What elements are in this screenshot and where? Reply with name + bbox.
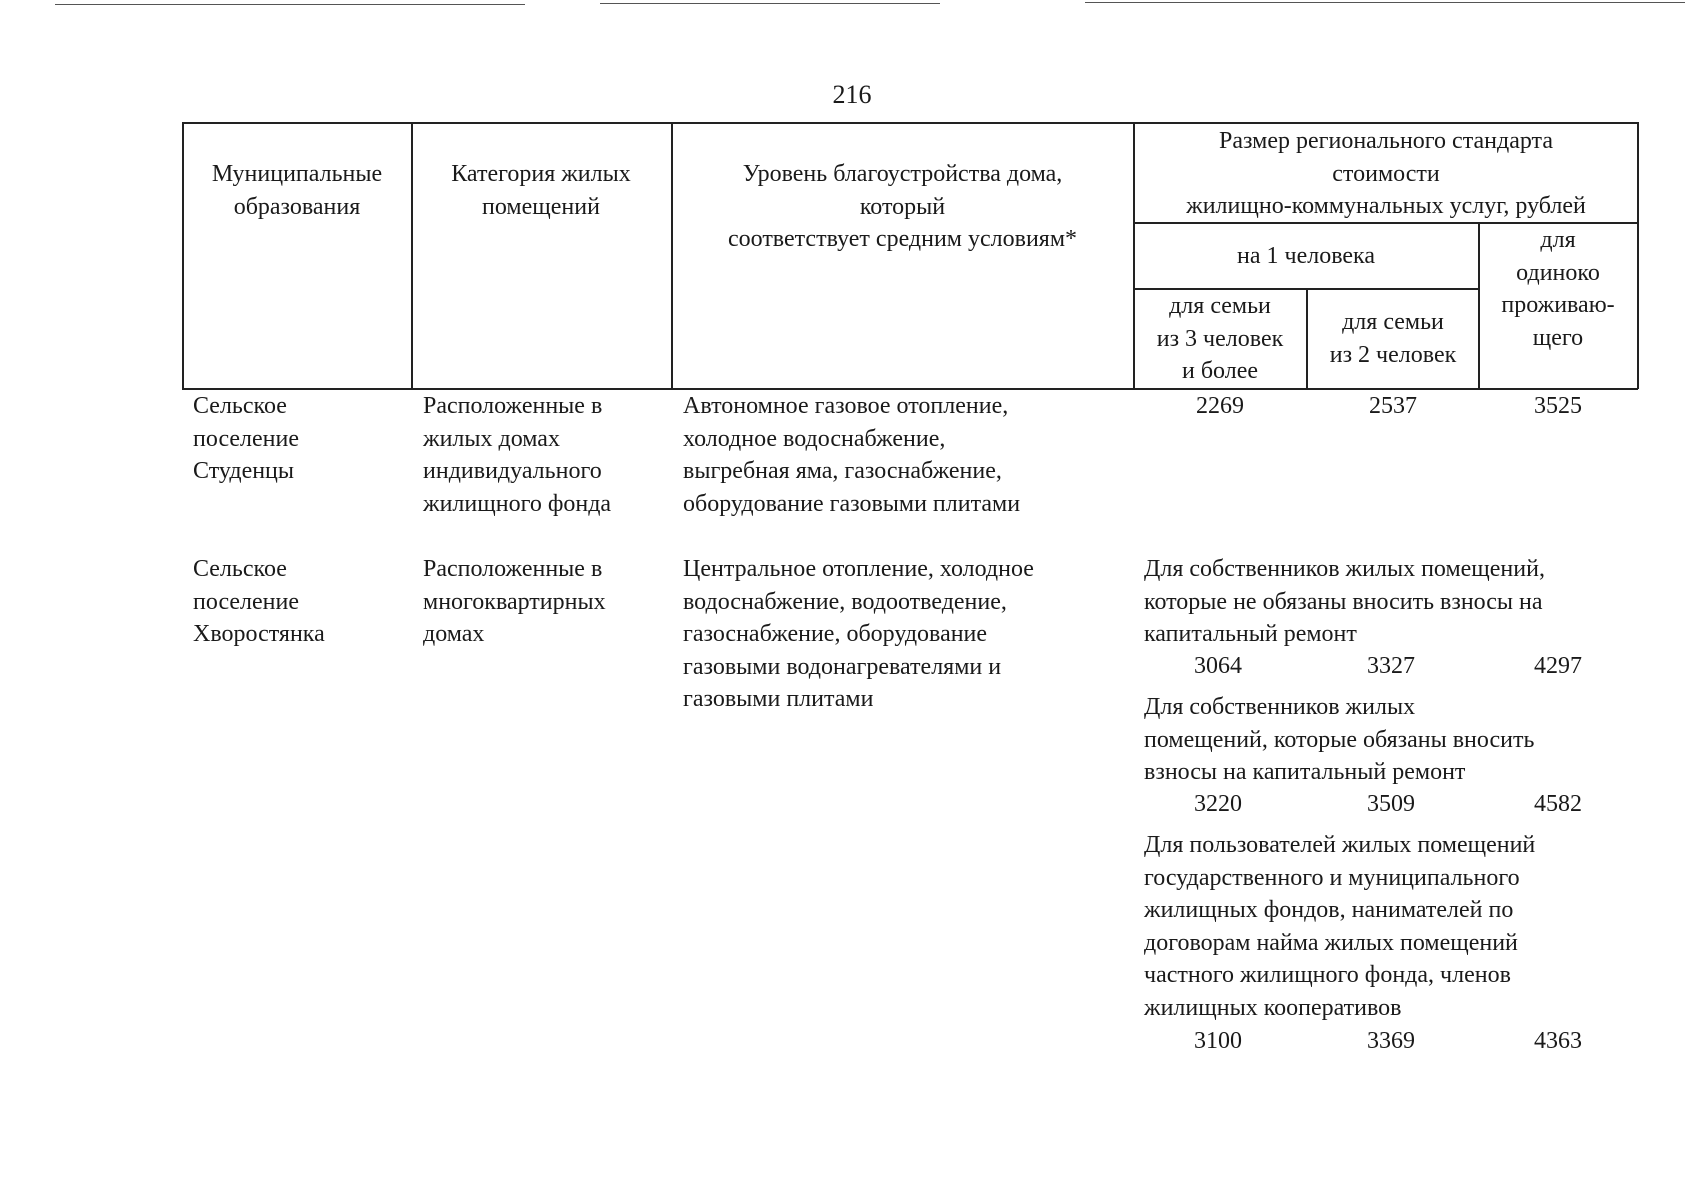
- group1-value-single: 4297: [1534, 653, 1582, 679]
- scan-edge-line: [600, 3, 940, 4]
- row1-value-family2: 2537: [1369, 393, 1417, 419]
- group2-value-family3: 3220: [1194, 791, 1242, 817]
- scan-edge-line: [1085, 2, 1685, 3]
- row1-value-family3: 2269: [1196, 393, 1244, 419]
- header-family2: для семьи из 2 человек: [1329, 309, 1457, 368]
- group3-value-family3: 3100: [1194, 1028, 1242, 1054]
- group3-value-family2: 3369: [1367, 1028, 1415, 1054]
- header-family3: для семьи из 3 человек и более: [1156, 293, 1284, 384]
- row1-municipal: Сельское поселение Студенцы: [193, 393, 300, 484]
- group3-label: Для пользователей жилых помещений государственного и муниципального жилищных фондов, нанимателей по договорам найма жилых помещений частного жилищного фонда, членов жилищных кооперативов: [1144, 832, 1536, 1021]
- header-category: Категория жилых помещений: [451, 161, 631, 220]
- header-level: Уровень благоустройства дома, который соответствует средним условиям*: [727, 161, 1078, 252]
- header-single: для одиноко проживаю- щего: [1501, 227, 1615, 351]
- group1-value-family3: 3064: [1194, 653, 1242, 679]
- row2-level: Центральное отопление, холодное водоснабжение, водоотведение, газоснабжение, оборудование газовыми водонагревателями и газовыми плитами: [683, 556, 1034, 712]
- header-per-person: на 1 человека: [1237, 243, 1375, 269]
- row1-level: Автономное газовое отопление, холодное водоснабжение, выгребная яма, газоснабжение, оборудование газовыми плитами: [683, 393, 1021, 517]
- group1-label: Для собственников жилых помещений, которые не обязаны вносить взносы на капитальный ремонт: [1144, 556, 1545, 647]
- group2-value-family2: 3509: [1367, 791, 1415, 817]
- group1-value-family2: 3327: [1367, 653, 1415, 679]
- header-municipal: Муниципальные образования: [211, 161, 383, 220]
- row1-category: Расположенные в жилых домах индивидуального жилищного фонда: [423, 393, 612, 517]
- group3-value-single: 4363: [1534, 1028, 1582, 1054]
- row2-municipal: Сельское поселение Хворостянка: [193, 556, 325, 647]
- row2-category: Расположенные в многоквартирных домах: [423, 556, 606, 647]
- scan-edge-line: [55, 4, 525, 5]
- row1-value-single: 3525: [1534, 393, 1582, 419]
- header-standard: Размер регионального стандарта стоимости жилищно-коммунальных услуг, рублей: [1186, 128, 1586, 219]
- page-number: 216: [832, 80, 872, 109]
- group2-label: Для собственников жилых помещений, которые обязаны вносить взносы на капитальный ремонт: [1144, 694, 1535, 785]
- group2-value-single: 4582: [1534, 791, 1582, 817]
